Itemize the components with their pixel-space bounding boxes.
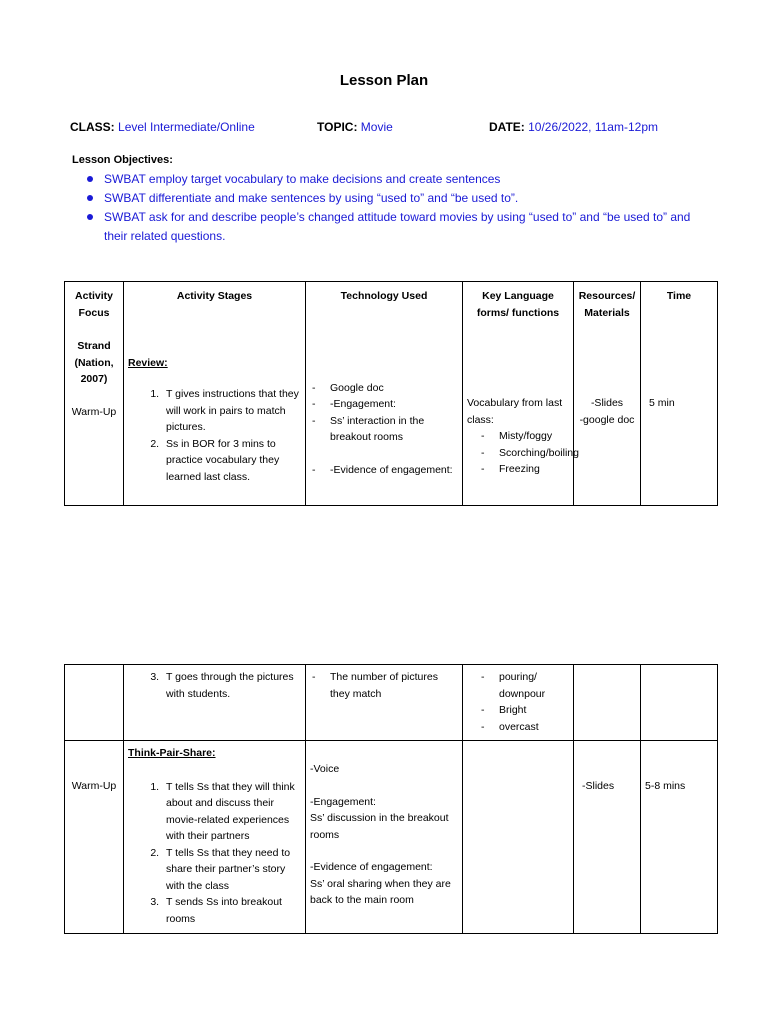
- lesson-table-part1: [64, 281, 718, 506]
- focus-cell: [65, 282, 124, 506]
- objective-item: SWBAT ask for and describe people’s changed attitude toward movies by using “used to” and “be used to” and their related questions.: [84, 208, 704, 246]
- date-field: [489, 120, 658, 134]
- tech-evidence-label: -Evidence of engagement:: [310, 861, 433, 873]
- date-value: 10/26/2022, 11am-12pm: [528, 120, 658, 134]
- tech-list: [310, 669, 458, 702]
- step-item: 1. T tells Ss that they will think about and discuss their movie-related experiences with their partners: [162, 779, 301, 845]
- header-time: Time: [666, 290, 692, 302]
- tech-item: - The number of pictures they match: [310, 669, 458, 702]
- date-label: DATE:: [489, 120, 525, 134]
- stages-cell: [124, 665, 306, 741]
- header-resources: Resources/ Materials: [578, 290, 636, 319]
- language-intro: Vocabulary from last class:: [467, 397, 563, 426]
- focus-cell: [65, 741, 124, 934]
- tech-evidence: Ss’ oral sharing when they are back to the main room: [310, 877, 451, 906]
- language-cell: [463, 665, 574, 741]
- stages-cell: [124, 741, 306, 934]
- resource-item: -Slides: [590, 397, 624, 409]
- stages-cell: [124, 282, 306, 506]
- tech-engagement-label: -Engagement:: [310, 795, 376, 808]
- objective-item: SWBAT differentiate and make sentences by using “used to” and “be used to”.: [84, 189, 704, 208]
- review-heading: Review:: [128, 356, 168, 369]
- technology-cell: [306, 282, 463, 506]
- tech-item: - -Evidence of engagement:: [310, 462, 458, 479]
- tech-list-a: [310, 380, 458, 446]
- step-item: 3. T sends Ss into breakout rooms: [162, 894, 301, 927]
- bullet-icon: [87, 176, 93, 182]
- header-technology: Technology Used: [340, 290, 428, 302]
- objectives-label: Lesson Objectives:: [72, 154, 173, 166]
- class-field: [70, 120, 255, 134]
- tech-item: - Google doc: [310, 380, 458, 397]
- page-title: Lesson Plan: [339, 72, 429, 89]
- resources-cell: [574, 282, 641, 506]
- language-item: - Bright: [479, 702, 569, 719]
- topic-label: TOPIC:: [317, 120, 358, 134]
- tps-steps: [128, 779, 301, 928]
- language-cell: [463, 741, 574, 934]
- language-item: - Misty/foggy: [479, 428, 569, 445]
- topic-value: Movie: [360, 120, 393, 134]
- header-language: Key Language forms/ functions: [476, 290, 560, 319]
- objective-item: SWBAT employ target vocabulary to make decisions and create sentences: [84, 170, 704, 189]
- bullet-icon: [87, 214, 93, 220]
- resources-cell: [574, 665, 641, 741]
- review-steps: [128, 386, 301, 485]
- row3-resources: -Slides: [582, 780, 615, 792]
- row1-time: 5 min: [649, 396, 675, 409]
- lesson-table-part2: [64, 664, 718, 934]
- language-item: - pouring/ downpour: [479, 669, 569, 702]
- tech-item: - -Engagement:: [310, 396, 458, 413]
- tech-list-b: [310, 462, 458, 479]
- focus-cell: [65, 665, 124, 741]
- language-item: - overcast: [479, 719, 569, 736]
- row1-focus: Warm-Up: [71, 405, 117, 418]
- language-list: [467, 669, 569, 735]
- row3-time: 5-8 mins: [645, 780, 686, 792]
- class-label: CLASS:: [70, 120, 115, 134]
- language-list: [467, 428, 579, 478]
- topic-field: [317, 120, 393, 134]
- objectives-list: [84, 170, 704, 246]
- language-cell: [463, 282, 579, 506]
- time-cell: [641, 282, 718, 506]
- class-value: Level Intermediate/Online: [118, 120, 255, 134]
- resources-cell: [574, 741, 641, 934]
- tech-engagement: Ss’ discussion in the breakout rooms: [310, 812, 449, 841]
- header-stages: Activity Stages: [176, 290, 253, 302]
- language-item: - Freezing: [479, 461, 569, 478]
- step-item: 3. T goes through the pictures with students.: [162, 669, 301, 702]
- bullet-icon: [87, 195, 93, 201]
- step-item: 2. Ss in BOR for 3 mins to practice vocabulary they learned last class.: [162, 436, 301, 486]
- technology-cell: [306, 665, 463, 741]
- tech-item: - Ss’ interaction in the breakout rooms: [310, 413, 458, 446]
- tech-voice: -Voice: [310, 763, 340, 775]
- tps-heading: Think-Pair-Share:: [128, 747, 216, 759]
- time-cell: [641, 741, 718, 934]
- review-steps-cont: [128, 669, 301, 702]
- technology-cell: [306, 741, 463, 934]
- step-item: 2. T tells Ss that they need to share their partner’s story with the class: [162, 845, 301, 895]
- resource-item: -google doc: [579, 413, 635, 426]
- time-cell: [641, 665, 718, 741]
- language-item: - Scorching/boiling: [479, 445, 569, 462]
- row3-focus: Warm-Up: [71, 780, 117, 792]
- header-focus: Activity Focus: [75, 290, 113, 319]
- step-item: 1. T gives instructions that they will work in pairs to match pictures.: [162, 386, 301, 436]
- strand-label: Strand (Nation, 2007): [74, 340, 114, 385]
